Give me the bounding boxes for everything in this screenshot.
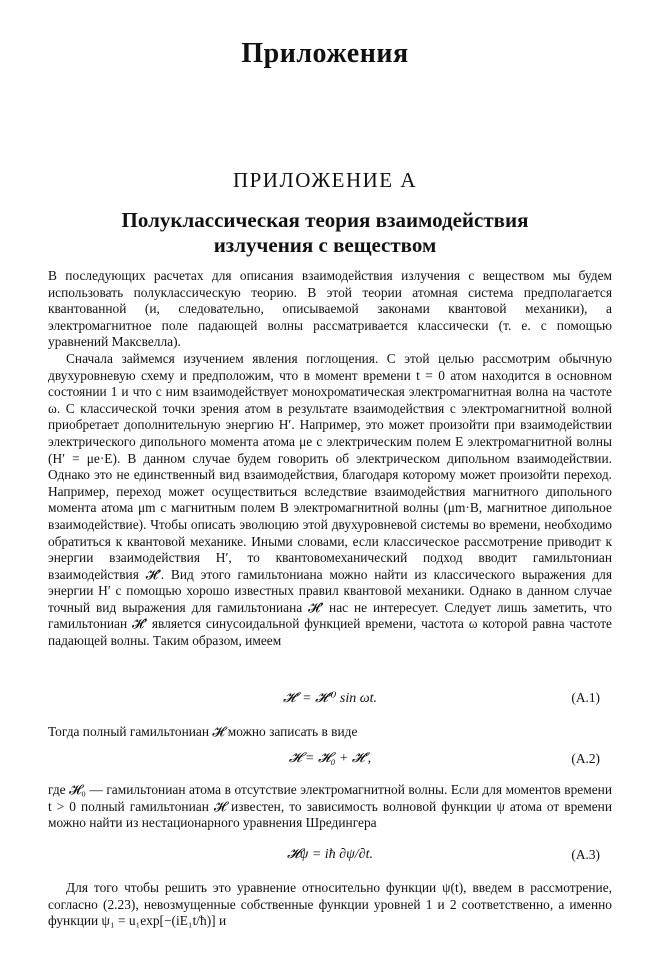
chapter-title <box>40 208 610 258</box>
paragraph-5: Для того чтобы решить это уравнение относительно функции ψ(t), введем в рассмотрение, согласно (2.23), невозмущенные собственные функции уровней 1 и 2 соответственно, а именно функции ψ₁ = u₁exp[−(iE₁t/ħ)] и <box>48 880 612 929</box>
chapter-title-line-1: Полуклассическая теория взаимодействия <box>121 208 529 232</box>
chapter-title-line-2: излучения с веществом <box>213 233 437 257</box>
equation-a1-number: (А.1) <box>571 690 600 705</box>
part-title: Приложения <box>241 38 409 69</box>
paragraph-3: Тогда полный гамильтониан 𝓗 можно записать в виде <box>48 724 358 739</box>
equation-a3-expression: 𝓗ψ = iħ ∂ψ/∂t. <box>287 847 373 862</box>
equation-a2-number: (А.2) <box>571 751 600 766</box>
paragraph-1: В последующих расчетах для описания взаимодействия излучения с веществом мы будем использовать полуклассическую теорию. В этой теории атомная система предполагается квантованной (и, следовательно, описываемой законами квантовой механики), а электромагнитное поле падающей волны рассматривается классически (т. е. с помощью уравнений Максвелла). <box>48 268 612 350</box>
equation-a1 <box>48 690 612 708</box>
body-text-block-2 <box>48 724 612 741</box>
body-text-block-1 <box>48 268 612 650</box>
appendix-title: ПРИЛОЖЕНИЕ А <box>232 168 418 192</box>
equation-a2 <box>48 751 612 769</box>
body-text-block-3 <box>48 782 612 832</box>
paragraph-2: Сначала займемся изучением явления поглощения. С этой целью рассмотрим обычную двухуровневую схему и предположим, что в момент времени t = 0 атом находится в основном состоянии 1 и что с ним взаимодействует монохроматическая электромагнитная волна на частоте ω. С классической точки зрения атом в результате взаимодействия с электромагнитной волной приобретает дополнительную энергию H′. Например, это может произойти при взаимодействии электрического дипольного момента атома μe с электрическим полем E электромагнитной волны (H′ = μe·E). В данном случае будем говорить об электрическом дипольном взаимодействии. Однако это не единственный вид взаимодействия, благодаря которому может произойти переход. Например, переход может осуществиться вследствие взаимодействия магнитного дипольного момента атома μm с магнитным полем B электромагнитной волны (μm·B, магнитное дипольное взаимодействие). Чтобы описать эволюцию этой двухуровневой системы во времени, необходимо обратиться к квантовой механике. Иными словами, если классическое рассмотрение приводит к энергии взаимодействия H′, то квантовомеханический подход вводит гамильтониан взаимодействия 𝓗′. Вид этого гамильтониана можно найти из классического выражения для энергии H′ с помощью хорошо известных правил квантовой механики. Однако в данном случае точный вид выражения для гамильтониана 𝓗′ нас не интересует. Следует лишь заметить, что гамильтониан 𝓗′ является синусоидальной функцией времени, частота ω которой равна частоте падающей волны. Таким образом, имеем <box>48 350 612 649</box>
paragraph-4: где 𝓗₀ — гамильтониан атома в отсутствие электромагнитной волны. Если для моментов времени t > 0 полный гамильтониан 𝓗 известен, то зависимость волновой функции ψ атома от времени можно найти из нестационарного уравнения Шредингера <box>48 782 612 831</box>
equation-a3 <box>48 847 612 865</box>
body-text-block-4 <box>48 880 612 930</box>
equation-a3-number: (А.3) <box>571 847 600 862</box>
equation-a2-expression: 𝓗 = 𝓗₀ + 𝓗′, <box>288 751 372 766</box>
equation-a1-expression: 𝓗′ = 𝓗′⁰ sin ωt. <box>282 691 378 706</box>
